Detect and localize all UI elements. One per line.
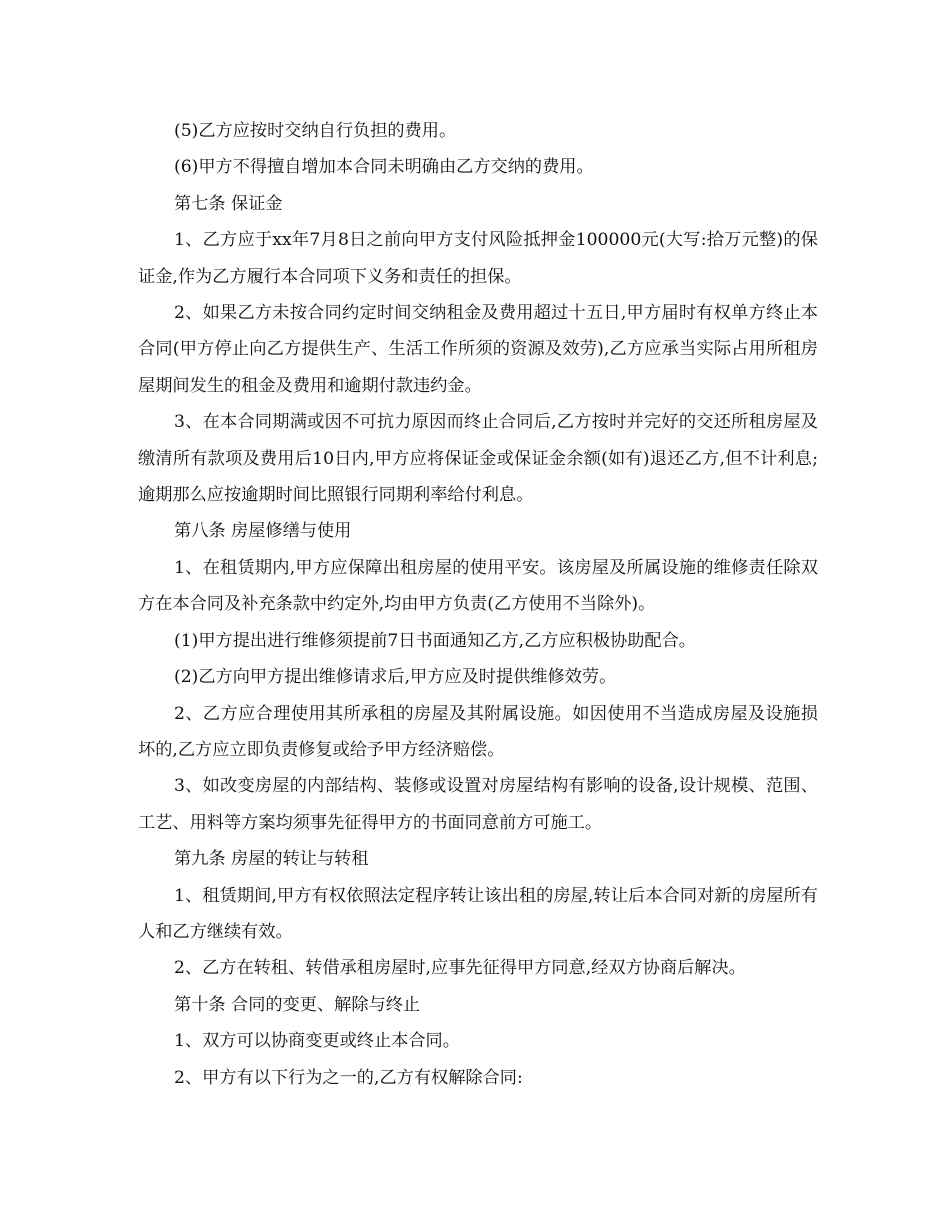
article-10-heading: 第十条 合同的变更、解除与终止 <box>174 994 421 1015</box>
article-7-heading: 第七条 保证金 <box>174 193 283 214</box>
article-9-clause-1: 1、租赁期间,甲方有权依照法定程序转让该出租的房屋,转让后本合同对新的房屋所有人和乙方继续有效。 <box>138 885 818 942</box>
article-10-clause-2: 2、甲方有以下行为之一的,乙方有权解除合同: <box>174 1067 523 1088</box>
paragraph-item-5-fees: (5)乙方应按时交纳自行负担的费用。 <box>174 121 457 141</box>
paragraph-item-6-no-extra-fees: (6)甲方不得擅自增加本合同未明确由乙方交纳的费用。 <box>174 157 594 178</box>
article-7-clause-3: 3、在本合同期满或因不可抗力原因而终止合同后,乙方按时并完好的交还所租房屋及缴清所有款项及费用后10日内,甲方应将保证金或保证金余额(如有)退还乙方,但不计利息;逾期那么应按逾期时间比照银行同期利率给付利息。 <box>138 412 818 506</box>
article-7-clause-1: 1、乙方应于xx年7月8日之前向甲方支付风险抵押金100000元(大写:拾万元整)的保证金,作为乙方履行本合同项下义务和责任的担保。 <box>138 230 818 287</box>
article-9-heading: 第九条 房屋的转让与转租 <box>174 849 369 870</box>
article-9-clause-2: 2、乙方在转租、转借承租房屋时,应事先征得甲方同意,经双方协商后解决。 <box>174 958 746 979</box>
article-8-heading: 第八条 房屋修缮与使用 <box>174 521 352 542</box>
article-10-clause-1: 1、双方可以协商变更或终止本合同。 <box>174 1031 460 1052</box>
document-body <box>138 113 818 1096</box>
article-7-clause-2: 2、如果乙方未按合同约定时间交纳租金及费用超过十五日,甲方届时有权单方终止本合同(甲方停止向乙方提供生产、生活工作所须的资源及效劳),乙方应承当实际占用所租房屋期间发生的租金及费用和逾期付款违约金。 <box>138 303 818 396</box>
article-8-clause-3: 3、如改变房屋的内部结构、装修或设置对房屋结构有影响的设备,设计规模、范围、工艺、用料等方案均须事先征得甲方的书面同意前方可施工。 <box>138 776 818 833</box>
article-8-item-2: (2)乙方向甲方提出维修请求后,甲方应及时提供维修效劳。 <box>174 667 617 688</box>
article-8-clause-2: 2、乙方应合理使用其所承租的房屋及其附属设施。如因使用不当造成房屋及设施损坏的,乙方应立即负责修复或给予甲方经济赔偿。 <box>138 703 818 760</box>
article-8-item-1: (1)甲方提出进行维修须提前7日书面通知乙方,乙方应积极协助配合。 <box>174 630 696 651</box>
article-8-clause-1: 1、在租赁期内,甲方应保障出租房屋的使用平安。该房屋及所属设施的维修责任除双方在本合同及补充条款中约定外,均由甲方负责(乙方使用不当除外)。 <box>138 557 818 615</box>
